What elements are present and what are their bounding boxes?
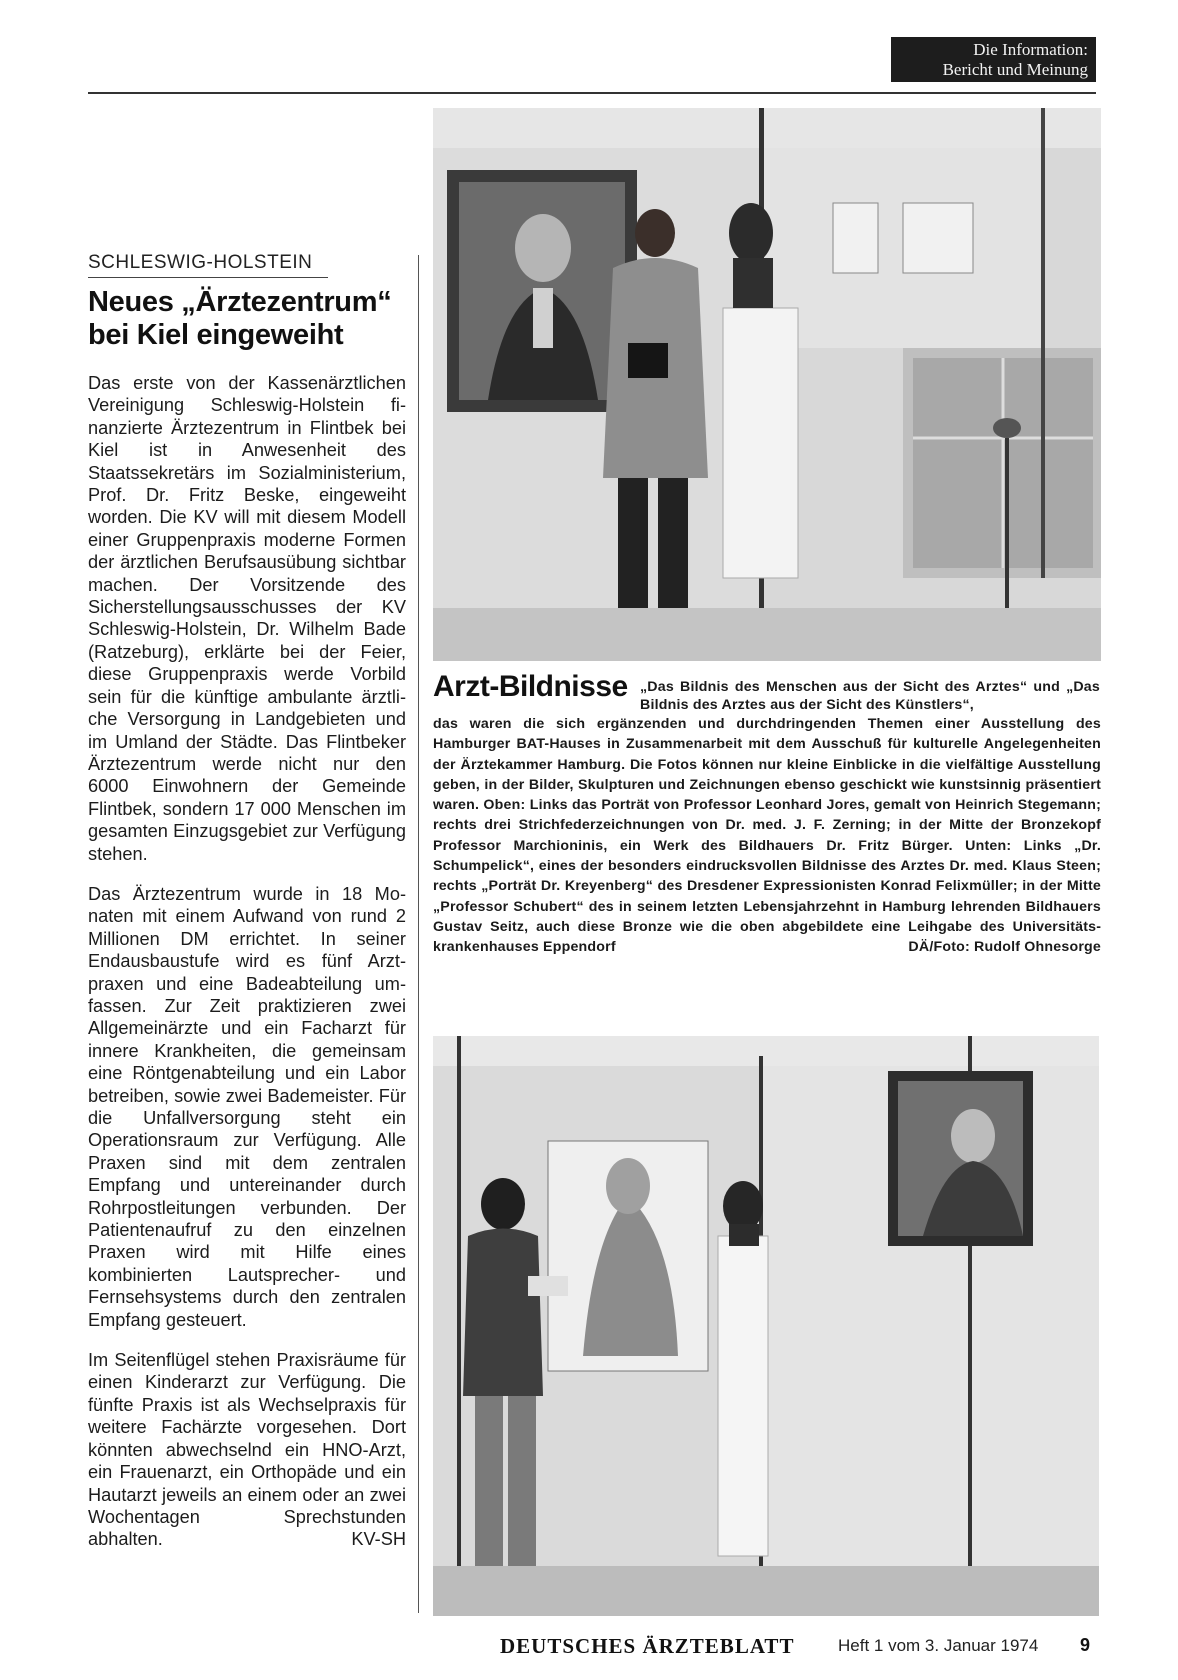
caption-body-text: das waren die sich ergänzenden und durchdringenden Themen einer Ausstellung des Hamburger BAT-Hauses in Zusammenarbeit mit dem Ausschuß für kulturelle Angelegenheiten der Ärztekammer Hamburg. Die Fotos können nur kleine Einblicke in die vielfältige Ausstellung geben, in der Bilder, Skulpturen und Zeichnungen ebenso geschickt wie kunstsinnig präsentiert waren. Oben: Links das Porträt von Professor Leonhard Jores, gemalt von Heinrich Stegemann; rechts drei Strichfederzeichnungen von Dr. med. J. F. Zerning; in der Mitte der Bronzekopf Professor Marchioninis, ein Werk des Bildhauers Dr. Fritz Bürger. Unten: Links „Dr. Schumpelick“, eines der besonders eindrucksvollen Bildnisse des Arztes Dr. med. Klaus Steen; rechts „Porträt Dr. Kreyenberg“ des Dresdener Expressionisten Konrad Felixmüller; in der Mitte „Professor Schubert“ des in seinem letzten Lebensjahrzehnt in Hamburg lehrenden Bildhauers Gustav Seitz, auch diese Bronze wie die oben abgebildete eine Leihgabe des Universitätskrankenhauses Eppendorf: [433, 716, 1101, 956]
article-paragraph-last: [88, 1349, 406, 1551]
footer-journal-name: DEUTSCHES ÄRZTEBLATT: [500, 1634, 795, 1658]
caption-credit: DÄ/Foto: Rudolf Ohnesorge: [908, 939, 1101, 956]
header-rule: [88, 92, 1096, 94]
article-kicker: SCHLESWIG-HOLSTEIN: [88, 252, 328, 278]
caption-title: Arzt-Bildnisse: [433, 670, 628, 703]
article-signoff: KV-SH: [351, 1529, 406, 1550]
article-paragraph: Das Ärztezentrum wurde in 18 Monaten mit einem Aufwand von rund 2 Millionen DM errichtet. In seiner Endausbaustufe wird es fünf Arztpraxen und eine Badeabteilung umfassen. Zur Zeit praktizieren zwei Allgemeinärzte und ein Facharzt für innere Krankheiten, die gemeinsam eine Röntgenabteilung und ein Labor betreiben, sowie zwei Bademeister. Für die Unfallversorgung steht ein Operationsraum zur Verfügung. Alle Praxen sind mit dem zentralen Empfang und untereinander durch Rohrpostleitungen verbunden. Der Patientenaufruf zu den einzelnen Praxen wird mit Hilfe eines kombinierten Lautsprecher- und Fernsehsystems durch den zentralen Empfang gesteuert.: [88, 883, 406, 1330]
page-number: 9: [1080, 1635, 1091, 1655]
article-paragraph: Das erste von der Kassenärztlichen Vereinigung Schleswig-Holstein finanzierte Ärztezentrum in Flintbek bei Kiel ist in Anwesenheit des Staatssekretärs im Sozialministerium, Prof. Dr. Fritz Beske, eingeweiht worden. Die KV will mit diesem Modell einer Gruppenpraxis moderne Formen der ärztlichen Berufsausübung sichtbar machen. Der Vorsitzende des Sicherstellungsausschusses der KV Schleswig-Holstein, Dr. Wilhelm Bade (Ratzeburg), erklärte bei der Feier, diese Gruppenpraxis werde Vorbild sein für die künftige ambulante ärztliche Versorgung in Landgebieten und im Umland der Städte. Das Flintbeker Ärztezentrum werde nicht nur den 6000 Einwohnern der Gemeinde Flintbek, sondern 17 000 Menschen im gesamten Einzugsgebiet zur Verfügung stehen.: [88, 373, 406, 864]
headline-line1: Neues „Ärztezentrum“: [88, 286, 392, 318]
article-body: [88, 372, 406, 1551]
footer-issue: Heft 1 vom 3. Januar 1974: [838, 1636, 1039, 1655]
exhibition-photo-bottom: [433, 1036, 1099, 1616]
article-paragraph-text: Im Seitenflügel stehen Praxisräume für einen Kinderarzt zur Verfügung. Die fünfte Praxis ist als Wechselpraxis für weitere Fachärzte vorgesehen. Dort könnten abwechselnd ein HNO-Arzt, ein Frauenarzt, ein Orthopäde und ein Hautarzt jeweils an einem oder an zwei Wochentagen Sprechstunden abhalten.: [88, 1350, 406, 1550]
section-label-line1: Die Information:: [973, 40, 1088, 59]
exhibition-photo-top: [433, 108, 1101, 661]
caption-lead: „Das Bildnis des Menschen aus der Sicht des Arztes“ und „Das Bildnis des Arztes aus der Sicht des Künstlers“,: [640, 679, 1100, 713]
headline-line2: bei Kiel eingeweiht: [88, 319, 344, 351]
article-headline: [88, 286, 418, 352]
column-rule: [418, 255, 419, 1613]
section-label-line2: Bericht und Meinung: [942, 60, 1088, 79]
section-label: [891, 37, 1096, 82]
caption-body: [433, 714, 1101, 958]
